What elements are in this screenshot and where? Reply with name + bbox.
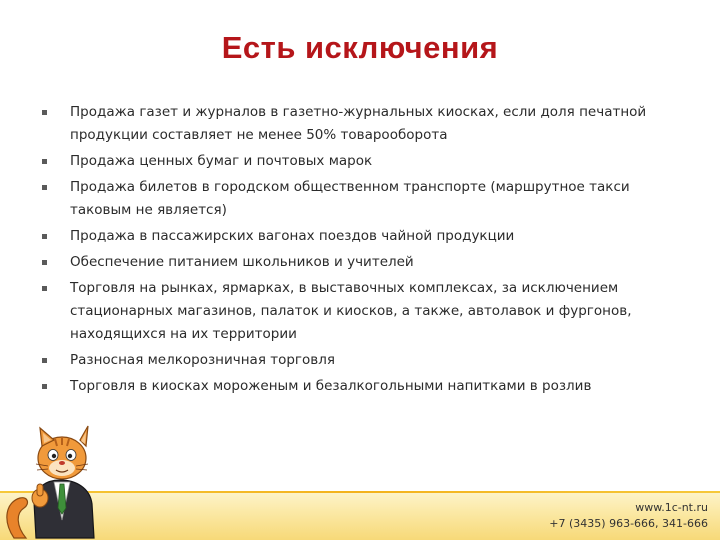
bullet-text: Разносная мелкорозничная торговля [70,352,335,368]
bullet-marker [42,110,47,115]
footer-website-link[interactable]: www.1c-nt.ru [635,501,708,514]
bullet-marker [42,384,47,389]
bullet-text: Продажа газет и журналов в газетно-журнальных киосках, если доля печатной продукции составляет не менее 50% товарооборота [70,104,647,143]
footer-phone: +7 (3435) 963-666, 341-666 [549,517,708,530]
bullet-marker [42,260,47,265]
list-item [42,101,682,147]
bullet-marker [42,286,47,291]
bullet-marker [42,159,47,164]
bullet-text: Торговля в киосках мороженым и безалкогольными напитками в розлив [70,378,592,394]
slide-title: Есть исключения [221,30,499,65]
bullet-text: Продажа в пассажирских вагонах поездов чайной продукции [70,228,515,244]
list-item [42,375,682,398]
bullet-marker [42,358,47,363]
bullet-list [42,101,682,401]
bullet-text: Продажа билетов в городском общественном транспорте (маршрутное такси таковым не является) [70,179,630,218]
list-item [42,277,682,346]
footer-contacts [549,500,708,532]
list-item [42,251,682,274]
bullet-text: Продажа ценных бумаг и почтовых марок [70,153,373,169]
list-item [42,349,682,372]
bullet-text: Торговля на рынках, ярмарках, в выставочных комплексах, за исключением стационарных магазинов, палаток и киосков, а также, автолавок и фургонов, находящихся на их территории [70,280,632,342]
list-item [42,176,682,222]
cat-mascot-icon [0,410,110,540]
bullet-marker [42,234,47,239]
bullet-marker [42,185,47,190]
list-item [42,150,682,173]
list-item [42,225,682,248]
bullet-text: Обеспечение питанием школьников и учителей [70,254,414,270]
